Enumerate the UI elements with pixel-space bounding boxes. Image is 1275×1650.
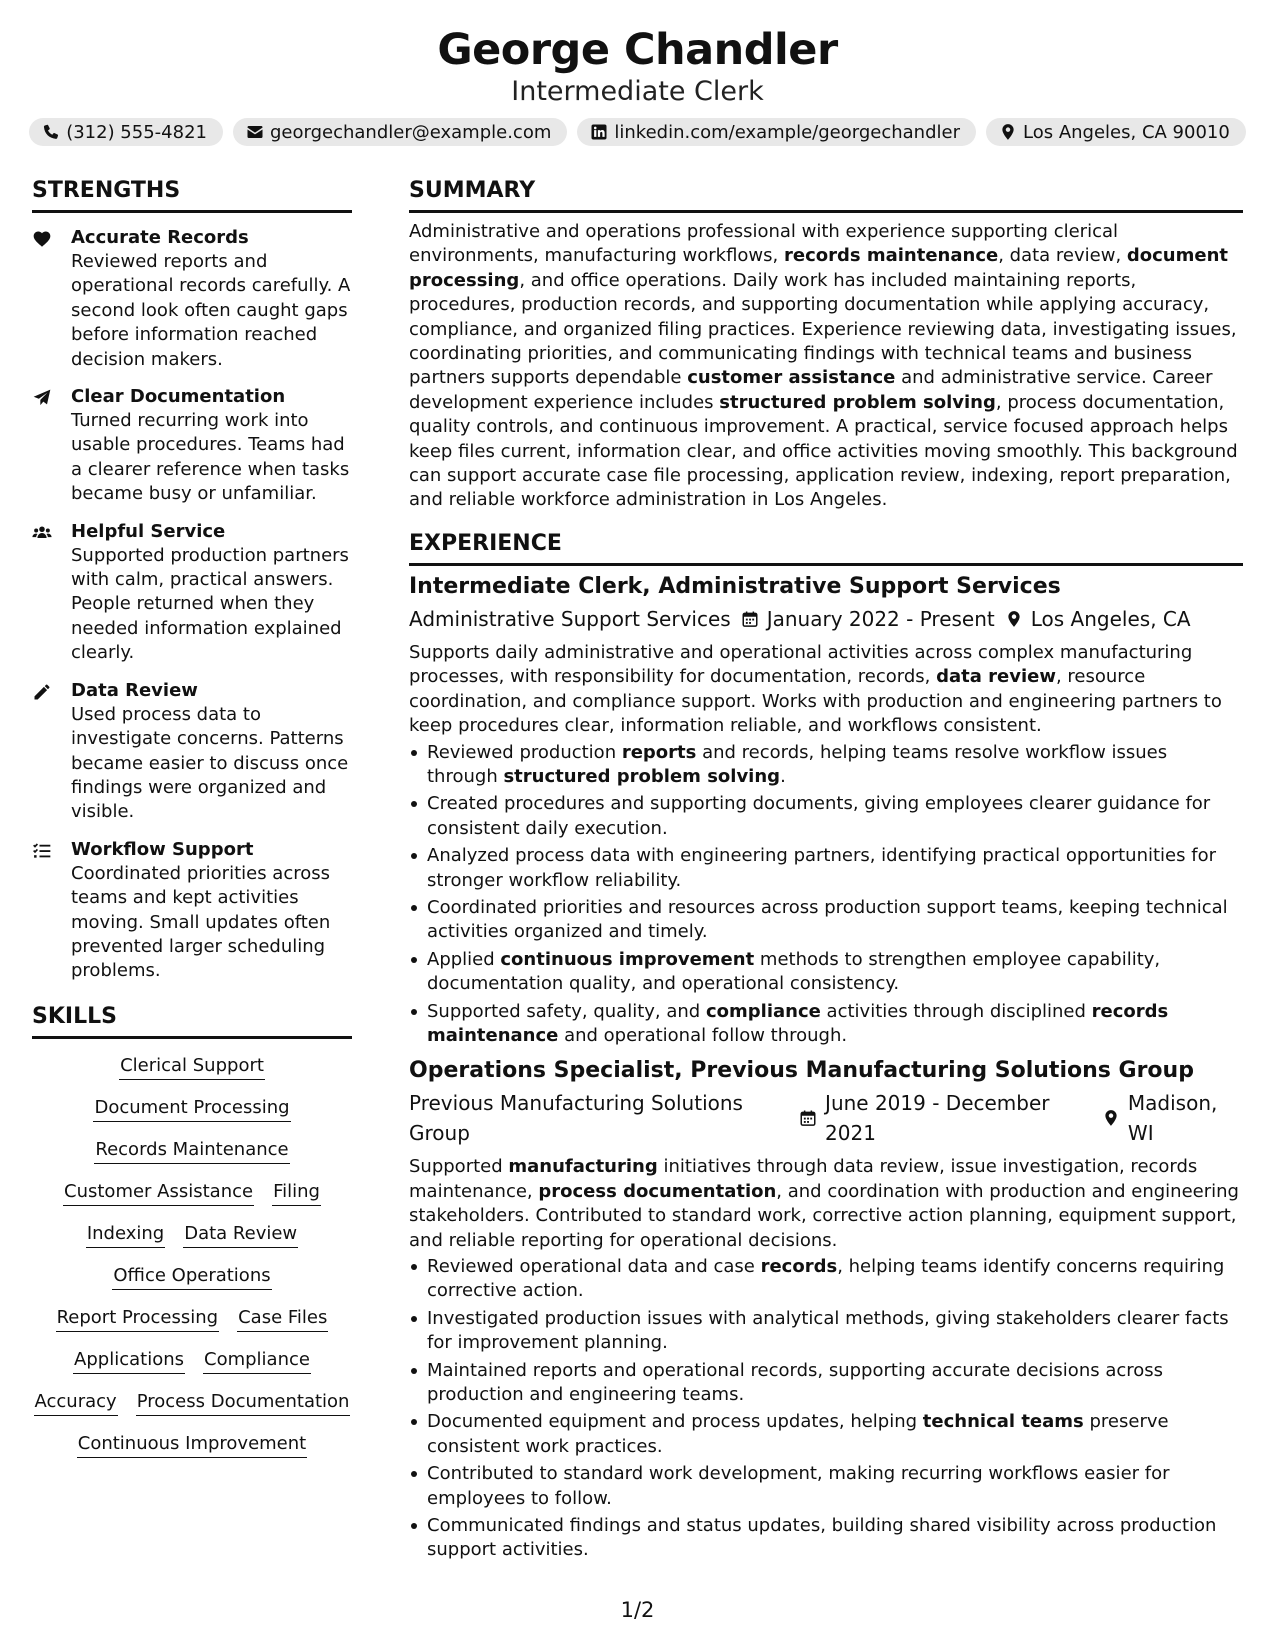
job-company: Previous Manufacturing Solutions Group (409, 1091, 743, 1146)
list-check-icon (32, 841, 52, 861)
strength-title: Helpful Service (71, 520, 226, 542)
phone-icon (42, 123, 60, 141)
skill-tag: Data Review (183, 1221, 298, 1248)
candidate-title: Intermediate Clerk (511, 76, 764, 107)
email-text: georgechandler@example.com (269, 121, 552, 143)
strengths-heading: STRENGTHS (32, 178, 181, 203)
candidate-name: George Chandler (437, 25, 838, 75)
paper-plane-icon (32, 388, 52, 408)
experience-section (409, 529, 1243, 1563)
map-pin-icon (1005, 610, 1023, 628)
summary-heading: SUMMARY (409, 178, 536, 203)
users-icon (32, 523, 52, 543)
bold-keyword: manufacturing (508, 1156, 658, 1178)
bold-keyword: technical teams (922, 1411, 1084, 1433)
job-bullet: Reviewed production reports and records, helping teams resolve workflow issues through structured problem solving. (409, 741, 1243, 790)
job-bullet: Coordinated priorities and resources across production support teams, keeping technical activities organized and timely. (409, 896, 1243, 945)
contact-location (986, 118, 1246, 146)
skill-tag: Continuous Improvement (77, 1431, 307, 1458)
contact-linkedin[interactable] (577, 118, 976, 146)
summary-text: Administrative and operations professional with experience supporting clerical environments, manufacturing workflows, records maintenance, data review, document processing, and office operations. Daily work has included maintaining reports, procedures, production records, and supporting documentation while applying accuracy, compliance, and organized filing practices. Experience reviewing data, investigating issues, coordinating priorities, and communicating findings with technical teams and business partners supports dependable customer assistance and administrative service. Career development experience includes structured problem solving, process documentation, quality controls, and continuous improvement. A practical, service focused approach helps keep files current, information clear, and office activities moving smoothly. This background can support accurate case file processing, application review, indexing, report preparation, and reliable workforce administration in Los Angeles. (409, 221, 1238, 511)
linkedin-text: linkedin.com/example/georgechandler (614, 121, 960, 143)
skill-tag: Accuracy (34, 1389, 118, 1416)
job-entry (409, 1056, 1243, 1563)
section-divider (32, 210, 352, 213)
contact-email[interactable] (233, 118, 567, 146)
strength-desc: Coordinated priorities across teams and kept activities moving. Small updates often prevented larger scheduling problems. (71, 862, 331, 982)
skills-heading: SKILLS (32, 1003, 117, 1029)
skill-tag: Indexing (86, 1221, 165, 1248)
job-dates: January 2022 - Present (766, 606, 995, 631)
job-bullet: Documented equipment and process updates, helping technical teams preserve consistent work practices. (409, 1410, 1243, 1459)
job-bullet: Analyzed process data with engineering partners, identifying practical opportunities for stronger workflow reliability. (409, 844, 1243, 893)
job-dates: June 2019 - December 2021 (825, 1091, 1050, 1146)
strength-title: Workflow Support (71, 838, 254, 860)
job-location: Madison, WI (1127, 1091, 1218, 1146)
skill-tag: Applications (73, 1347, 185, 1374)
job-bullet: Supported safety, quality, and compliance activities through disciplined records maintenance and operational follow through. (409, 1000, 1243, 1049)
bold-keyword: structured problem solving (503, 765, 781, 787)
job-bullets (409, 1255, 1243, 1563)
strength-title: Accurate Records (71, 227, 249, 248)
strength-desc: Turned recurring work into usable procedures. Teams had a clearer reference when tasks became busy or unfamiliar. (71, 410, 350, 505)
strength-item (32, 520, 352, 666)
skill-tag: Records Maintenance (94, 1137, 289, 1164)
strength-desc: Supported production partners with calm, practical answers. People returned when they needed information explained clearly. (71, 544, 349, 664)
job-bullet: Contributed to standard work development, making recurring workflows easier for employees to follow. (409, 1462, 1243, 1511)
job-bullet: Reviewed operational data and case records, helping teams identify concerns requiring corrective action. (409, 1255, 1243, 1304)
skill-tag: Process Documentation (136, 1389, 351, 1416)
bold-keyword: process documentation (538, 1180, 777, 1202)
strength-desc: Used process data to investigate concerns. Patterns became easier to discuss once findings were organized and visible. (71, 703, 349, 823)
job-title: Intermediate Clerk, Administrative Support Services (409, 573, 1061, 599)
calendar-icon (799, 1109, 817, 1127)
map-pin-icon (999, 123, 1017, 141)
job-bullets (409, 741, 1243, 1049)
bold-keyword: structured problem solving (719, 391, 996, 413)
job-bullet: Created procedures and supporting documents, giving employees clearer guidance for consistent daily execution. (409, 792, 1243, 841)
experience-heading: EXPERIENCE (409, 530, 562, 556)
bold-keyword: customer assistance (687, 367, 896, 389)
job-company: Administrative Support Services (409, 606, 731, 631)
skill-tag: Report Processing (56, 1305, 220, 1332)
summary-section (409, 176, 1243, 513)
job-meta (409, 1088, 1243, 1148)
job-bullet: Investigated production issues with analytical methods, giving stakeholders clearer facts for improvement planning. (409, 1307, 1243, 1356)
job-entry (409, 572, 1243, 1049)
strength-item (32, 385, 352, 507)
job-bullet: Communicated findings and status updates, building shared visibility across production support activities. (409, 1514, 1243, 1563)
strength-title: Data Review (71, 679, 198, 701)
skill-tag: Filing (272, 1179, 321, 1206)
strength-item (32, 679, 352, 825)
bold-keyword: continuous improvement (500, 948, 755, 970)
calendar-icon (741, 610, 759, 628)
job-bullet: Applied continuous improvement methods to strengthen employee capability, documentation quality, and operational consistency. (409, 948, 1243, 997)
strength-item (32, 838, 352, 984)
right-column (409, 176, 1243, 1566)
skills-section (32, 1002, 352, 1458)
skill-tag: Clerical Support (119, 1053, 265, 1080)
bold-keyword: records maintenance (783, 245, 999, 267)
skill-tag: Customer Assistance (63, 1179, 254, 1206)
linkedin-icon (590, 123, 608, 141)
bold-keyword: compliance (705, 1000, 821, 1022)
skills-list (32, 1053, 352, 1458)
skill-tag: Case Files (237, 1305, 328, 1332)
strength-title: Clear Documentation (71, 386, 286, 408)
skill-tag: Document Processing (93, 1095, 290, 1122)
job-bullet: Maintained reports and operational records, supporting accurate decisions across production and engineering teams. (409, 1359, 1243, 1408)
job-location: Los Angeles, CA (1030, 606, 1191, 631)
job-description: Supported manufacturing initiatives through data review, issue investigation, records maintenance, process documentation, and coordination with production and engineering stakeholders. Contributed to standard work, corrective action planning, equipment support, and reliable reporting for operational decisions. (409, 1156, 1239, 1251)
bold-keyword: reports (621, 741, 697, 763)
job-meta (409, 604, 1243, 634)
section-divider (409, 563, 1243, 566)
bold-keyword: records maintenance (427, 1000, 1169, 1046)
section-divider (32, 1036, 352, 1039)
left-column (32, 176, 352, 1458)
bold-keyword: data review (936, 666, 1056, 688)
map-pin-icon (1102, 1109, 1120, 1127)
envelope-icon (246, 123, 264, 141)
strengths-section (32, 176, 352, 984)
strength-desc: Reviewed reports and operational records carefully. A second look often caught gaps before information reached decision makers. (71, 251, 351, 370)
strength-item (32, 226, 352, 372)
contact-phone[interactable] (29, 118, 223, 146)
section-divider (409, 210, 1243, 213)
skill-tag: Compliance (203, 1347, 311, 1374)
contact-bar (0, 118, 1275, 146)
job-description: Supports daily administrative and operational activities across complex manufacturing processes, with responsibility for documentation, records, data review, resource coordination, and compliance support. Works with production and engineering partners to keep procedures clear, information reliable, and workflows consistent. (409, 641, 1222, 737)
pencil-icon (32, 682, 52, 702)
page-number: 1/2 (620, 1598, 655, 1622)
heart-icon (32, 229, 52, 249)
resume-header (0, 22, 1275, 146)
skill-tag: Office Operations (112, 1263, 271, 1290)
bold-keyword: document processing (409, 245, 1229, 291)
bold-keyword: records (760, 1256, 838, 1277)
job-title: Operations Specialist, Previous Manufacturing Solutions Group (409, 1058, 1194, 1084)
location-text: Los Angeles, CA 90010 (1023, 121, 1230, 143)
phone-text: (312) 555-4821 (66, 121, 207, 143)
